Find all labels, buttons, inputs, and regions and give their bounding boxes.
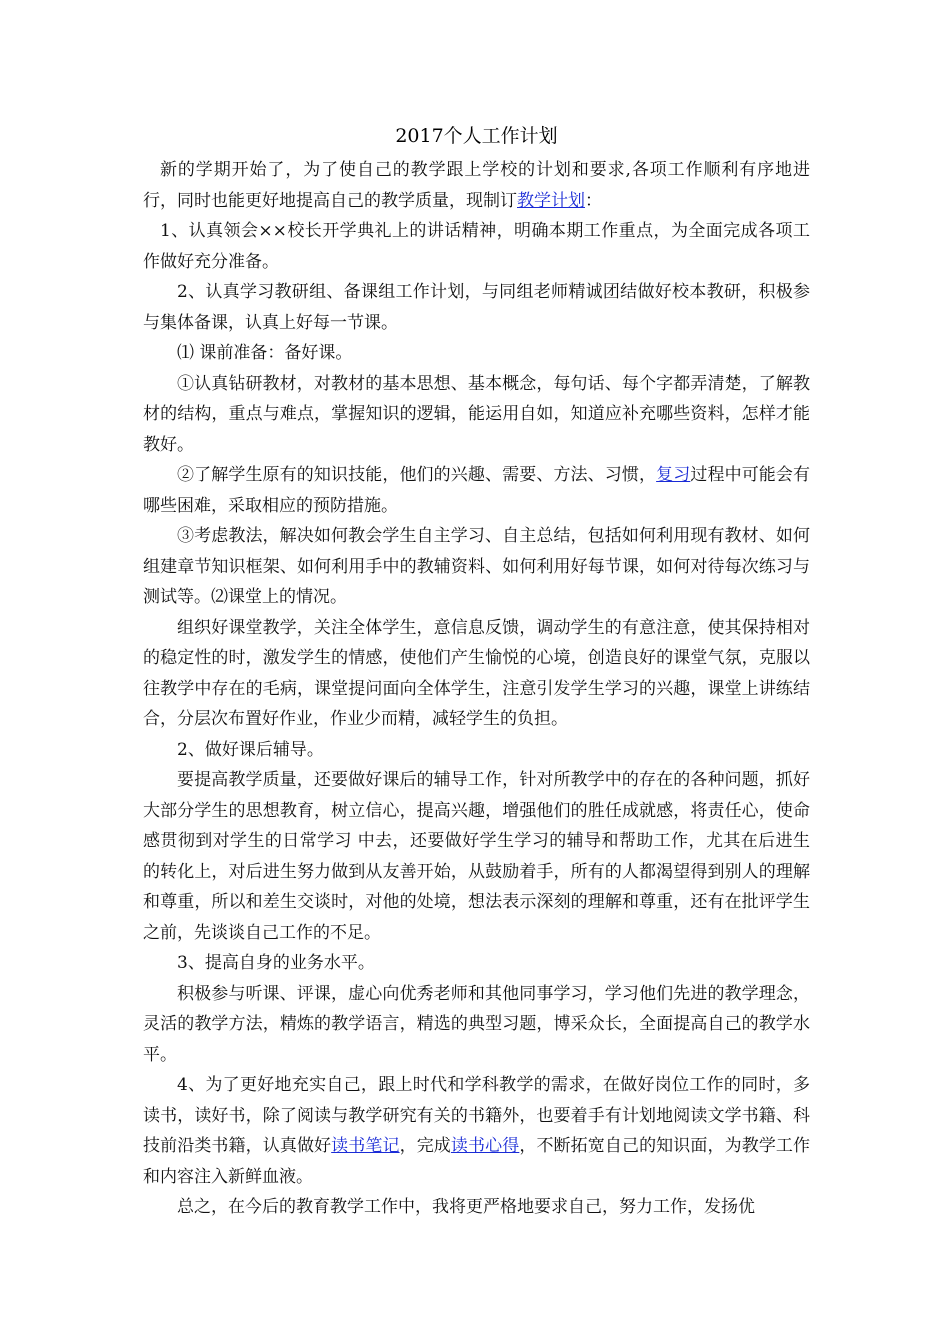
review-link[interactable]: 复习 bbox=[656, 465, 691, 485]
teaching-plan-link[interactable]: 教学计划 bbox=[517, 190, 585, 211]
document-title: 2017个人工作计划 bbox=[395, 125, 558, 147]
prep-2-text: ②了解学生原有的知识技能，他们的兴趣、需要、方法、习惯， bbox=[177, 465, 657, 485]
reading-insights-link[interactable]: 读书心得 bbox=[450, 1136, 520, 1156]
paragraph-summary: 总之，在今后的教育教学工作中，我将更严格地要求自己，努力工作，发扬优 bbox=[177, 1197, 755, 1217]
paragraph-2: 2、认真学习教研组、备课组工作计划，与同组老师精诚团结做好校本教研，积极参与集体备课，认真上好每一节课。 bbox=[143, 282, 810, 333]
paragraph-prep-2 bbox=[143, 460, 810, 521]
paragraph-prep-3: ③考虑教法，解决如何教会学生自主学习、自主总结，包括如何利用现有教材、如何组建章节知识框架、如何利用手中的教辅资料、如何利用好每节课，如何对待每次练习与测试等。⑵课堂上的情况。 bbox=[143, 526, 810, 607]
paragraph-intro bbox=[143, 155, 810, 216]
paragraph-classroom: 组织好课堂教学，关注全体学生，意信息反馈，调动学生的有意注意，使其保持相对的稳定性的时，激发学生的情感，使他们产生愉悦的心境，创造良好的课堂气氛，克服以往教学中存在的毛病，课堂提问面向全体学生，注意引发学生学习的兴趣，课堂上讲练结合，分层次布置好作业，作业少而精，减轻学生的负担。 bbox=[143, 617, 810, 729]
paragraph-reading bbox=[143, 1070, 810, 1192]
paragraph-1: 1、认真领会××校长开学典礼上的讲话精神，明确本期工作重点，为全面完成各项工作做好充分准备。 bbox=[143, 221, 810, 272]
reading-notes-link[interactable]: 读书笔记 bbox=[331, 1136, 400, 1156]
reading-mid: ，完成 bbox=[399, 1136, 451, 1156]
reading-text: 4、为了更好地充实自己，跟上时代和学科教学的需求，在做好岗位工作的同时，多读书，读好书，除了阅读与教学研究有关的书籍外，也要着手有计划地阅读文学书籍、科技前沿类书籍，认真做好 bbox=[143, 1075, 810, 1156]
paragraph-tutoring: 要提高教学质量，还要做好课后的辅导工作，针对所教学中的存在的各种问题，抓好大部分学生的思想教育，树立信心，提高兴趣，增强他们的胜任成就感，将责任心，使命感贯彻到对学生的日常学习 中去，还要做好学生学习的辅导和帮助工作，尤其在后进生的转化上，对后进生努力做到从友善开始，从鼓励着手，所有的人都渴望得到别人的理解和尊重，所以和差生交谈时，对他的处境，想法表示深刻的理解和尊重，还有在批评学生之前，先谈谈自己工作的不足。 bbox=[143, 770, 810, 943]
prep-2-end: 过程中可能会有哪些困难，采取相应的预防措施。 bbox=[143, 465, 811, 516]
paragraph-prep-1: ①认真钻研教材，对教材的基本思想、基本概念，每句话、每个字都弄清楚，了解教材的结构，重点与难点，掌握知识的逻辑，能运用自如，知道应补充哪些资料，怎样才能教好。 bbox=[143, 373, 810, 455]
paragraph-prep-heading: ⑴ 课前准备：备好课。 bbox=[177, 343, 353, 363]
paragraph-skills-heading: 3、提高自身的业务水平。 bbox=[177, 953, 375, 973]
intro-text: 新的学期开始了，为了使自己的教学跟上学校的计划和要求,各项工作顺利有序地进行，同时也能更好地提高自己的教学质量，现制订 bbox=[143, 160, 810, 211]
paragraph-tutoring-heading: 2、做好课后辅导。 bbox=[177, 739, 324, 760]
reading-end: ，不断拓宽自己的知识面，为教学工作和内容注入新鲜血液。 bbox=[143, 1136, 811, 1187]
document-page bbox=[143, 118, 810, 1223]
paragraph-skills: 积极参与听课、评课，虚心向优秀老师和其他同事学习，学习他们先进的教学理念，灵活的教学方法，精炼的教学语言，精选的典型习题，博采众长，全面提高自己的教学水平。 bbox=[143, 983, 810, 1065]
intro-end: ： bbox=[585, 190, 602, 211]
